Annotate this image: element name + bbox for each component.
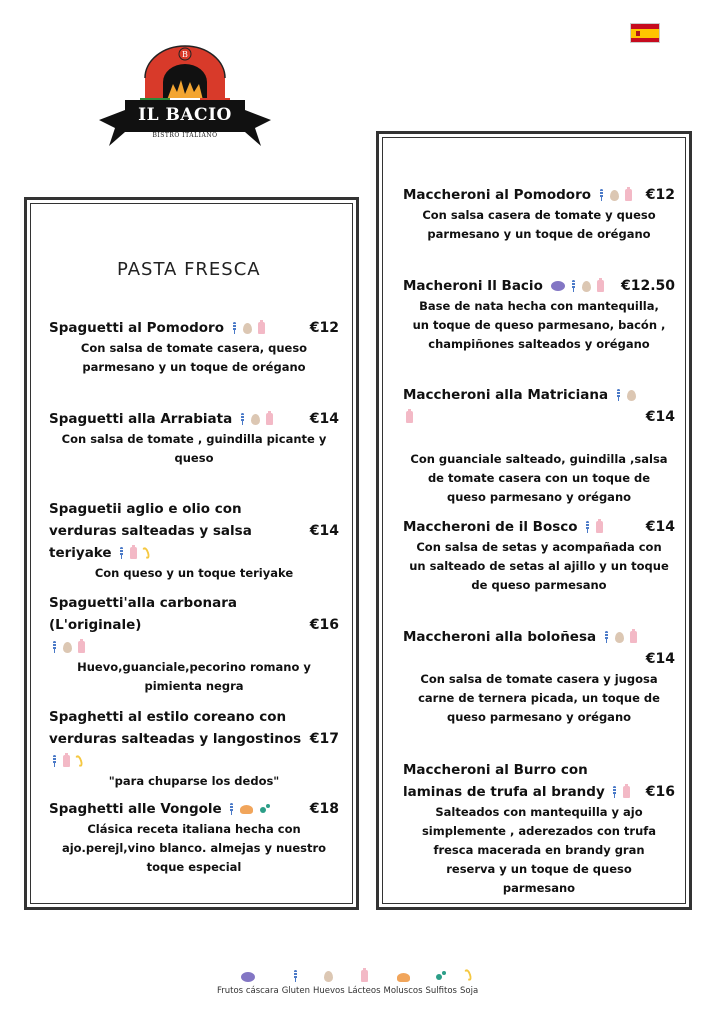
item-price: €12.50 [620, 278, 675, 294]
gluten-icon [571, 280, 576, 292]
item-price: €16 [309, 617, 339, 633]
item-price: €12 [309, 320, 339, 336]
lacteo-icon [78, 641, 85, 653]
legend-label: Lácteos [347, 986, 381, 996]
sulfito-icon [435, 970, 447, 982]
legend-item [348, 965, 381, 996]
item-description: Con guanciale salteado, guindilla ,salsa de tomate casera con un toque de queso parmesano y orégano [410, 452, 668, 504]
huevo-icon [582, 281, 591, 292]
lacteo-icon [258, 322, 265, 334]
menu-item [49, 498, 339, 583]
gluten-icon [604, 631, 609, 643]
legend-label: Frutos cáscara [217, 986, 279, 996]
item-description: Con queso y un toque teriyake [94, 566, 294, 580]
item-name: Maccheroni alla boloñesa [403, 629, 597, 645]
item-name: Maccheroni de il Bosco [403, 519, 578, 535]
menu-item [403, 384, 675, 507]
legend-label: Sulfitos [425, 986, 457, 996]
huevo-icon [610, 190, 619, 201]
legend-label: Soja [459, 986, 479, 996]
item-name: Maccheroni al Burro con laminas de trufa al brandy [403, 762, 605, 800]
item-price: €14 [645, 519, 675, 535]
item-price: €18 [309, 801, 339, 817]
sulfito-icon [259, 803, 271, 815]
menu-item [49, 408, 339, 468]
item-price: €17 [309, 731, 339, 747]
lacteo-icon [596, 521, 603, 533]
item-description: Con salsa de setas y acompañada con un salteado de setas al ajillo y un toque de queso parmesano [409, 540, 669, 592]
legend-item [217, 965, 279, 996]
item-name: Spaguetii aglio e olio con verduras salteadas y salsa teriyake [49, 501, 252, 561]
gluten-icon [52, 641, 57, 653]
item-description: Base de nata hecha con mantequilla, un toque de queso parmesano, bacón , champiñones salteados y orégano [412, 299, 666, 351]
section-title: PASTA FRESCA [117, 259, 261, 280]
gluten-icon [585, 521, 590, 533]
menu-item [49, 798, 339, 877]
item-price: €14 [645, 409, 675, 425]
huevo-icon [251, 414, 260, 425]
item-price: €14 [309, 411, 339, 427]
lacteo-icon [130, 547, 137, 559]
gluten-icon [599, 189, 604, 201]
legend-item [384, 965, 423, 996]
huevo-icon [627, 390, 636, 401]
svg-text:B: B [182, 50, 188, 59]
gluten-icon [119, 547, 124, 559]
huevo-icon [324, 971, 333, 982]
gluten-icon [616, 389, 621, 401]
lacteo-icon [630, 631, 637, 643]
item-price: €12 [645, 187, 675, 203]
legend-label: Huevos [313, 986, 345, 996]
item-name: Maccheroni al Pomodoro [403, 187, 592, 203]
item-price: €14 [309, 523, 339, 539]
item-name: Spaguetti'alla carbonara (L'originale) [49, 595, 237, 633]
item-name: Spaguetti al Pomodoro [49, 320, 224, 336]
menu-item [49, 706, 339, 791]
menu-item [403, 626, 675, 727]
item-name: Macheroni Il Bacio [403, 278, 543, 294]
soja-icon [76, 755, 84, 768]
item-description: "para chuparse los dedos" [108, 774, 280, 788]
right-menu-panel [376, 131, 692, 910]
menu-item [403, 516, 675, 595]
item-description: Con salsa casera de tomate y queso parmesano y un toque de orégano [422, 208, 656, 241]
item-name: Spaguetti alla Arrabiata [49, 411, 233, 427]
allergen-legend [217, 965, 481, 996]
gluten-icon [52, 755, 57, 767]
item-name: Maccheroni alla Matriciana [403, 387, 609, 403]
soja-icon [465, 969, 473, 982]
soja-icon [143, 547, 151, 560]
lacteo-icon [361, 970, 368, 982]
legend-item [426, 965, 457, 996]
menu-item [49, 317, 339, 377]
molusco-icon [397, 973, 410, 982]
legend-label: Moluscos [383, 986, 423, 996]
legend-label: Gluten [281, 986, 311, 996]
item-price: €14 [645, 651, 675, 667]
item-name: Spaghetti al estilo coreano con verduras salteadas y langostinos [49, 709, 302, 747]
legend-item [460, 965, 478, 996]
item-description: Clásica receta italiana hecha con ajo.perejl,vino blanco. almejas y nuestro toque especial [61, 822, 327, 874]
gluten-icon [229, 803, 234, 815]
huevo-icon [63, 642, 72, 653]
lacteo-icon [623, 786, 630, 798]
huevo-icon [243, 323, 252, 334]
item-price: €16 [645, 784, 675, 800]
item-name: Spaghetti alle Vongole [49, 801, 222, 817]
gluten-icon [293, 970, 298, 982]
gluten-icon [232, 322, 237, 334]
lacteo-icon [406, 411, 413, 423]
gluten-icon [240, 413, 245, 425]
legend-item [313, 965, 345, 996]
item-description: Con salsa de tomate , guindilla picante y queso [61, 432, 327, 465]
spanish-flag-icon[interactable] [630, 23, 660, 43]
item-description: Con salsa de tomate casera y jugosa carne de ternera picada, un toque de queso parmesano y orégano [418, 672, 660, 724]
menu-item [403, 184, 675, 244]
logo [95, 40, 275, 155]
legend-item [282, 965, 310, 996]
menu-item [403, 759, 675, 898]
item-description: Huevo,guanciale,pecorino romano y pimienta negra [77, 660, 311, 693]
menu-item [403, 275, 675, 354]
lacteo-icon [63, 755, 70, 767]
logo-subtitle: BISTRO ITALIANO [152, 132, 218, 139]
frutos-cascara-icon [241, 972, 255, 982]
item-description: Con salsa de tomate casera, queso parmesano y un toque de orégano [80, 341, 308, 374]
left-menu-panel [24, 197, 359, 910]
frutos-cascara-icon [551, 281, 565, 291]
huevo-icon [615, 632, 624, 643]
lacteo-icon [597, 280, 604, 292]
gluten-icon [612, 786, 617, 798]
molusco-icon [240, 805, 253, 814]
lacteo-icon [625, 189, 632, 201]
item-description: Salteados con mantequilla y ajo simplemente , aderezados con trufa fresca macerada en brandy gran reserva y un toque de queso parmesano [421, 805, 657, 895]
logo-title: IL BACIO [138, 105, 232, 125]
lacteo-icon [266, 413, 273, 425]
menu-item [49, 592, 339, 696]
